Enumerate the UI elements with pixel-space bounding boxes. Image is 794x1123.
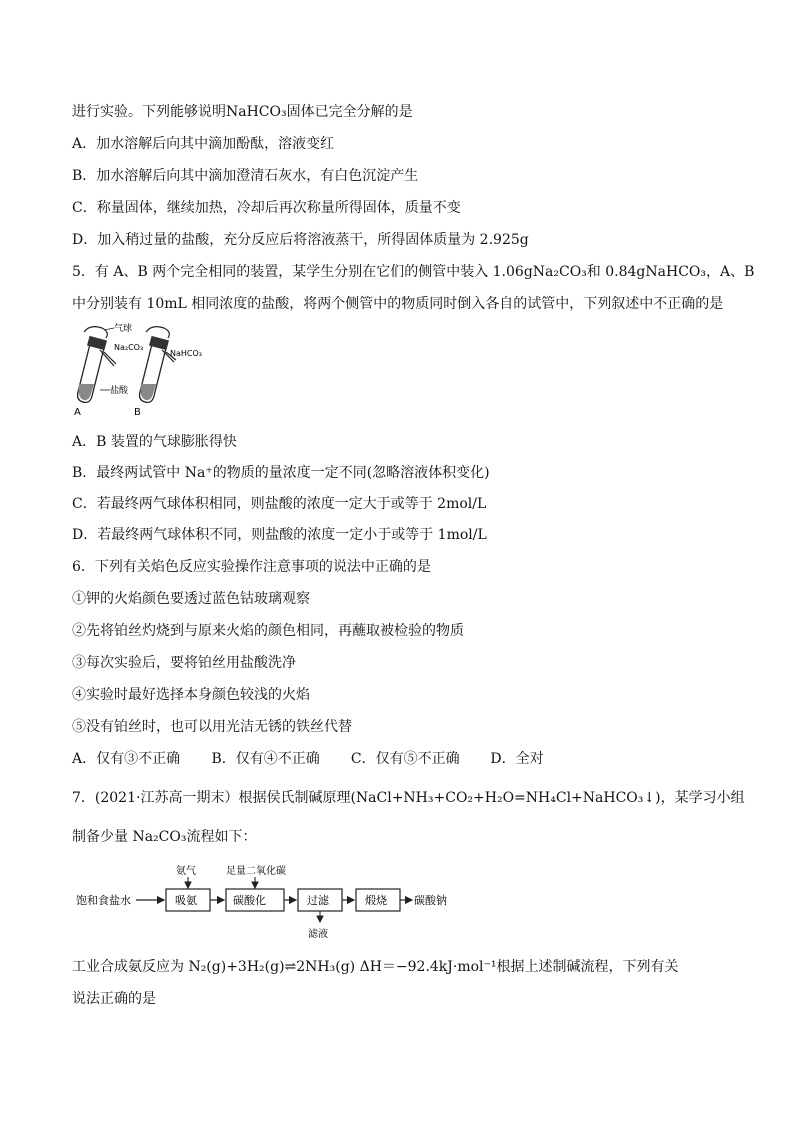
q7-stem-line2: 制备少量 Na₂CO₃流程如下： bbox=[72, 829, 257, 845]
q4-stem-tail: 进行实验。下列能够说明NaHCO₃固体已完全分解的是 bbox=[72, 104, 413, 120]
q5-stem-line1: 5．有 A、B 两个完全相同的装置，某学生分别在它们的侧管中装入 1.06gNa₂CO₃和 0.84gNaHCO₃，A、B bbox=[72, 264, 755, 280]
q4-option-c[interactable]: C．称量固体，继续加热，冷却后再次称量所得固体，质量不变 bbox=[72, 200, 461, 216]
flow-reagent-1: 氨气 bbox=[176, 866, 196, 877]
q6-item-2: ②先将铂丝灼烧到与原来火焰的颜色相同，再蘸取被检验的物质 bbox=[72, 623, 464, 639]
label-nahco3: NaHCO₃ bbox=[170, 349, 202, 358]
q4-option-b[interactable]: B．加水溶解后向其中滴加澄清石灰水，有白色沉淀产生 bbox=[72, 168, 419, 184]
q5-option-c[interactable]: C．若最终两气球体积相同，则盐酸的浓度一定大于或等于 2mol/L bbox=[72, 496, 487, 512]
q7-text-line2: 说法正确的是 bbox=[72, 991, 156, 1007]
q5-option-a[interactable]: A．B 装置的气球膨胀得快 bbox=[72, 434, 237, 450]
q6-item-1: ①钾的火焰颜色要透过蓝色钴玻璃观察 bbox=[72, 591, 310, 607]
q5-option-b[interactable]: B．最终两试管中 Na⁺的物质的量浓度一定不同(忽略溶液体积变化) bbox=[72, 465, 490, 481]
q6-item-4: ④实验时最好选择本身颜色较浅的火焰 bbox=[72, 687, 310, 703]
label-acid: 盐酸 bbox=[110, 386, 129, 396]
q5-option-d[interactable]: D．若最终两气球体积不同，则盐酸的浓度一定小于或等于 1mol/L bbox=[72, 527, 487, 543]
label-balloon: 气球 bbox=[114, 324, 133, 334]
q7-text-line1: 工业合成氨反应为 N₂(g)+3H₂(g)⇌2NH₃(g) ΔH＝−92.4kJ·mol⁻¹根据上述制碱流程，下列有关 bbox=[72, 959, 679, 975]
q7-stem-line1: 7．(2021·江苏高一期末）根据侯氏制碱原理(NaCl+NH₃+CO₂+H₂O=NH₄Cl+NaHCO₃↓)，某学习小组 bbox=[72, 790, 745, 806]
q6-options bbox=[72, 749, 544, 769]
flow-step-3: 过滤 bbox=[307, 894, 329, 907]
flow-step-1: 吸氨 bbox=[175, 894, 197, 907]
q4-option-a[interactable]: A．加水溶解后向其中滴加酚酞，溶液变红 bbox=[72, 136, 335, 152]
q6-option-c[interactable]: C．仅有⑤不正确 bbox=[350, 751, 460, 767]
q6-stem: 6．下列有关焰色反应实验操作注意事项的说法中正确的是 bbox=[72, 559, 431, 575]
flow-byproduct: 滤液 bbox=[308, 929, 328, 940]
q6-item-5: ⑤没有铂丝时，也可以用光洁无锈的铁丝代替 bbox=[72, 719, 352, 735]
q6-option-a[interactable]: A．仅有③不正确 bbox=[72, 751, 181, 767]
label-na2co3: Na₂CO₃ bbox=[114, 343, 144, 352]
q4-option-d[interactable]: D．加入稍过量的盐酸，充分反应后将溶液蒸干，所得固体质量为 2.925g bbox=[72, 232, 529, 248]
q5-apparatus-figure bbox=[70, 322, 220, 418]
q5-stem-line2: 中分别装有 10mL 相同浓度的盐酸，将两个侧管中的物质同时倒入各自的试管中，下列叙述中不正确的是 bbox=[72, 296, 724, 312]
flow-input: 饱和食盐水 bbox=[76, 894, 131, 907]
q7-flow-diagram bbox=[76, 860, 456, 940]
label-a: A bbox=[74, 407, 81, 418]
flow-step-2: 碳酸化 bbox=[233, 894, 266, 907]
q6-option-b[interactable]: B．仅有④不正确 bbox=[211, 751, 320, 767]
flow-reagent-2: 足量二氧化碳 bbox=[226, 866, 286, 877]
flow-step-4: 煅烧 bbox=[365, 894, 387, 907]
flow-output: 碳酸钠 bbox=[414, 894, 447, 907]
q6-option-d[interactable]: D．全对 bbox=[490, 751, 544, 767]
q6-item-3: ③每次实验后，要将铂丝用盐酸洗净 bbox=[72, 655, 296, 671]
test-tubes-diagram bbox=[70, 322, 220, 418]
label-b: B bbox=[134, 407, 141, 418]
tube-b bbox=[140, 327, 176, 403]
